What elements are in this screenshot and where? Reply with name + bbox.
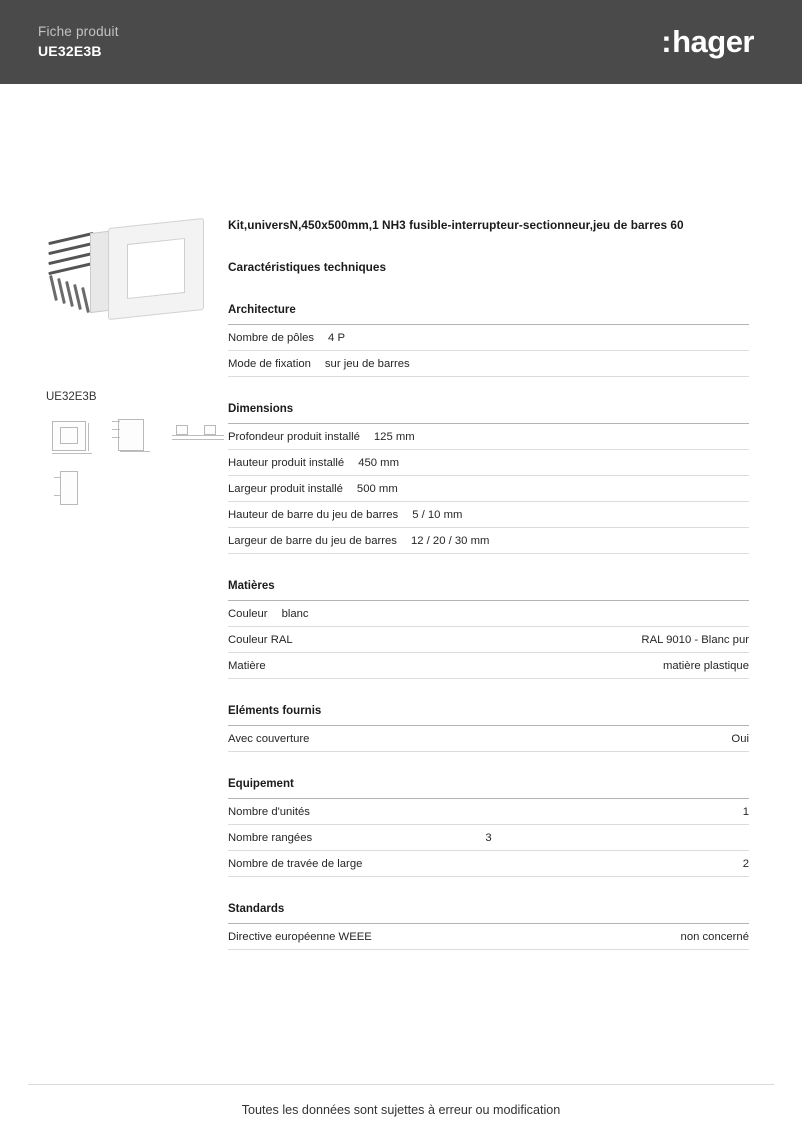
table-row bbox=[228, 528, 749, 554]
spec-value: matière plastique bbox=[662, 659, 749, 672]
spec-group-title: Standards bbox=[228, 903, 749, 924]
table-row bbox=[228, 502, 749, 528]
spec-value: Oui bbox=[731, 732, 749, 745]
spec-group-title: Matières bbox=[228, 580, 749, 601]
spec-label: Avec couverture bbox=[228, 732, 310, 745]
product-reference-title: UE32E3B bbox=[38, 42, 102, 59]
spec-group-equipment bbox=[228, 778, 749, 877]
table-row bbox=[228, 351, 749, 377]
spec-label: Nombre rangées bbox=[228, 831, 313, 844]
spec-label: Directive européenne WEEE bbox=[228, 930, 372, 943]
spec-value: 450 mm bbox=[358, 456, 399, 469]
thumbnail-1[interactable] bbox=[46, 415, 98, 459]
table-row bbox=[228, 726, 749, 752]
spec-label: Couleur RAL bbox=[228, 633, 293, 646]
page-content bbox=[0, 84, 802, 976]
footer-disclaimer: Toutes les données sont sujettes à erreur ou modification bbox=[241, 1102, 561, 1117]
table-row bbox=[228, 825, 749, 851]
table-row bbox=[228, 799, 749, 825]
spec-label: Matière bbox=[228, 659, 266, 672]
technical-characteristics-heading: Caractéristiques techniques bbox=[228, 259, 387, 274]
thumbnail-3[interactable] bbox=[170, 415, 226, 459]
page-footer bbox=[28, 1084, 774, 1134]
spec-group-architecture bbox=[228, 304, 749, 377]
spec-group-materials bbox=[228, 580, 749, 679]
spec-label: Largeur de barre du jeu de barres bbox=[228, 534, 397, 547]
spec-label: Nombre de travée de large bbox=[228, 857, 363, 870]
thumbnail-strip bbox=[46, 415, 232, 511]
spec-value: RAL 9010 - Blanc pur bbox=[641, 633, 749, 646]
spec-label: Mode de fixation bbox=[228, 357, 311, 370]
table-row bbox=[228, 653, 749, 679]
table-row bbox=[228, 424, 749, 450]
spec-value: 3 bbox=[485, 831, 492, 844]
spec-value: 4 P bbox=[328, 331, 345, 344]
specifications-column bbox=[228, 124, 802, 976]
table-row bbox=[228, 476, 749, 502]
table-row bbox=[228, 924, 749, 950]
logo-wordmark: hager bbox=[672, 24, 754, 59]
spec-value: 125 mm bbox=[373, 430, 415, 443]
logo-colon-mark: : bbox=[661, 24, 672, 59]
table-row bbox=[228, 851, 749, 877]
document-kind-label: Fiche produit bbox=[38, 23, 119, 39]
spec-group-standards bbox=[228, 903, 749, 950]
header-titles bbox=[38, 24, 119, 60]
table-row bbox=[228, 601, 749, 627]
spec-group-title: Dimensions bbox=[228, 403, 749, 424]
spec-label: Hauteur de barre du jeu de barres bbox=[228, 508, 399, 521]
front-plate-illustration bbox=[108, 218, 204, 320]
spec-value: non concerné bbox=[680, 930, 749, 943]
gallery-column bbox=[0, 124, 228, 976]
table-row bbox=[228, 325, 749, 351]
spec-label: Profondeur produit installé bbox=[228, 430, 360, 443]
product-main-image bbox=[46, 217, 218, 327]
table-row bbox=[228, 627, 749, 653]
table-row bbox=[228, 450, 749, 476]
spec-group-dimensions bbox=[228, 403, 749, 554]
spec-value: blanc bbox=[281, 607, 309, 620]
spec-value: 2 bbox=[742, 857, 749, 870]
gallery-caption: UE32E3B bbox=[46, 391, 97, 403]
spec-label: Largeur produit installé bbox=[228, 482, 343, 495]
spec-value: 5 / 10 mm bbox=[412, 508, 463, 521]
spec-value: 500 mm bbox=[356, 482, 398, 495]
thumbnail-2[interactable] bbox=[108, 415, 160, 459]
spec-label: Nombre d'unités bbox=[228, 805, 310, 818]
spec-value: sur jeu de barres bbox=[324, 357, 410, 370]
plate-cutout bbox=[127, 238, 185, 299]
spec-group-title: Equipement bbox=[228, 778, 749, 799]
spec-group-title: Eléments fournis bbox=[228, 705, 749, 726]
hager-logo bbox=[661, 24, 754, 60]
spec-value: 12 / 20 / 30 mm bbox=[410, 534, 490, 547]
spec-label: Nombre de pôles bbox=[228, 331, 315, 344]
spec-label: Hauteur produit installé bbox=[228, 456, 345, 469]
spec-value: 1 bbox=[742, 805, 749, 818]
spec-group-title: Architecture bbox=[228, 304, 749, 325]
page-header bbox=[0, 0, 802, 84]
thumbnail-4[interactable] bbox=[46, 467, 98, 511]
spec-label: Couleur bbox=[228, 607, 268, 620]
product-title: Kit,universN,450x500mm,1 NH3 fusible-interrupteur-sectionneur,jeu de barres 60 bbox=[228, 218, 684, 232]
spec-group-supplied-elements bbox=[228, 705, 749, 752]
